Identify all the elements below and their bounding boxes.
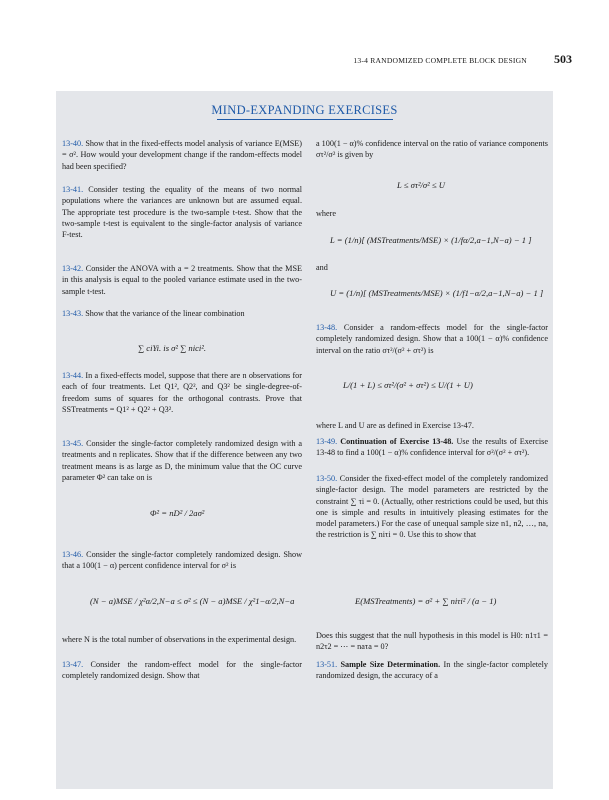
exercise-text: Consider the ANOVA with a = 2 treatments. Show that the MSE in this analysis is equal to the pooled variance estimate used in the two-sample t-test.	[62, 264, 302, 296]
exercise-13-49	[316, 436, 548, 459]
exercise-number: 13-51.	[316, 660, 338, 669]
exercise-text: Does this suggest that the null hypothesis in this model is H0: n1τ1 = n2τ2 = ⋯ = naτa = 0?	[316, 631, 548, 652]
equation-13-43: ∑ ciYi. is σ² ∑ nici².	[138, 343, 207, 353]
exercise-text: In the single-factor completely randomized design, the accuracy of a	[316, 660, 549, 681]
exercise-heading: Sample Size Determination.	[340, 660, 441, 669]
exercise-text: Consider the fixed-effect model of the completely randomized single-factor design. The model parameters are restricted by the constraint ∑ τi = 0. (Actually, other restrictions could be used, but this one is simple and results in intuitively pleasing estimates for the model parameters.) For the case of unequal sample size n1, n2, …, na, the restriction is ∑ niτi = 0. Use this to show that	[316, 474, 548, 540]
title-underline	[217, 119, 393, 120]
exercise-text: Show that the variance of the linear combination	[85, 309, 245, 318]
exercise-text: Consider the single-factor completely randomized design with a treatments and n replicates. Show that if the difference between any two treatment means is as large as D, the minimum value that the OC curve parameter Φ² can take on is	[62, 439, 303, 482]
exercise-number: 13-44.	[62, 371, 84, 380]
exercise-13-47	[62, 659, 302, 682]
exercise-13-47-continued	[316, 138, 548, 161]
exercise-number: 13-46.	[62, 550, 84, 559]
exercise-text: Consider testing the equality of the means of two normal populations where the variances are unknown but are assumed equal. The appropriate test procedure is the two-sample t-test. Show that the two-sample t-test is equivalent to the single-factor analysis of variance F-test.	[62, 185, 302, 240]
exercise-13-46	[62, 549, 302, 572]
exercise-number: 13-48.	[316, 323, 338, 332]
exercise-13-46-note	[62, 634, 302, 645]
equation-U: U = (1/n)[ (MSTreatments/MSE) × (1/f1−α/2,a−1,N−a) − 1 ]	[330, 288, 544, 298]
exercise-text: In a fixed-effects model, suppose that there are n observations for each of four treatments. Let Q1², Q2², and Q3² be single-degree-of-freedom sums of squares for the orthogonal contrasts. Prove that SSTreatments = Q1² + Q2² + Q3².	[62, 371, 303, 414]
exercise-text: Show that in the fixed-effects model analysis of variance E(MSE) = σ². How would your development change if the random-effects model had been specified?	[62, 139, 303, 171]
exercise-text: where L and U are as defined in Exercise 13-47.	[316, 421, 474, 430]
page-number: 503	[554, 52, 572, 66]
exercise-text: a 100(1 − α)% confidence interval on the ratio of variance components στ²/σ² is given by	[316, 139, 548, 160]
exercise-text: where N is the total number of observations in the experimental design.	[62, 635, 297, 644]
section-title: MIND-EXPANDING EXERCISES	[211, 103, 398, 117]
exercise-13-43	[62, 308, 302, 319]
exercise-13-51	[316, 659, 548, 682]
equation-13-45: Φ² = nD² / 2aσ²	[150, 508, 205, 518]
exercise-13-45	[62, 438, 302, 483]
exercise-text: Consider the random-effect model for the single-factor completely randomized design. Show that	[62, 660, 302, 681]
exercise-number: 13-49.	[316, 437, 338, 446]
exercise-number: 13-40.	[62, 139, 84, 148]
exercise-number: 13-41.	[62, 185, 84, 194]
exercise-text: Consider the single-factor completely randomized design. Show that a 100(1 − α) percent confidence interval for σ² is	[62, 550, 303, 571]
equation-13-48: L/(1 + L) ≤ στ²/(σ² + στ²) ≤ U/(1 + U)	[343, 380, 473, 390]
exercise-text: Use the results of Exercise 13-48 to find a 100(1 − α)% confidence interval for σ²/(σ² + στ²).	[316, 437, 548, 458]
exercise-13-48	[316, 322, 548, 356]
equation-L: L = (1/n)[ (MSTreatments/MSE) × (1/fα/2,a−1,N−a) − 1 ]	[330, 235, 532, 245]
equation-13-47-bounds: L ≤ στ²/σ² ≤ U	[397, 180, 445, 190]
exercise-number: 13-50.	[316, 474, 338, 483]
exercise-13-41	[62, 184, 302, 240]
exercise-13-44	[62, 370, 302, 415]
exercise-13-50-note	[316, 630, 548, 653]
exercise-13-50	[316, 473, 548, 541]
exercise-text: Consider a random-effects model for the single-factor completely randomized design. Show that a 100(1 − α)% confidence interval on the ratio στ²/(σ² + στ²) is	[316, 323, 549, 355]
exercise-heading: Continuation of Exercise 13-48.	[340, 437, 454, 446]
exercise-number: 13-42.	[62, 264, 84, 273]
where-label: where	[316, 209, 337, 218]
running-head: 13-4 RANDOMIZED COMPLETE BLOCK DESIGN	[353, 56, 527, 65]
exercise-number: 13-47.	[62, 660, 84, 669]
exercise-number: 13-45.	[62, 439, 84, 448]
and-label: and	[316, 263, 328, 272]
exercise-number: 13-43.	[62, 309, 84, 318]
exercise-13-48-note	[316, 420, 548, 431]
exercise-13-40	[62, 138, 302, 172]
page-header	[0, 50, 609, 70]
equation-13-50: E(MSTreatments) = σ² + ∑ niτi² / (a − 1)	[355, 596, 497, 606]
equation-13-46: (N − a)MSE / χ²α/2,N−a ≤ σ² ≤ (N − a)MSE / χ²1−α/2,N−a	[90, 596, 295, 606]
exercise-13-42	[62, 263, 302, 297]
